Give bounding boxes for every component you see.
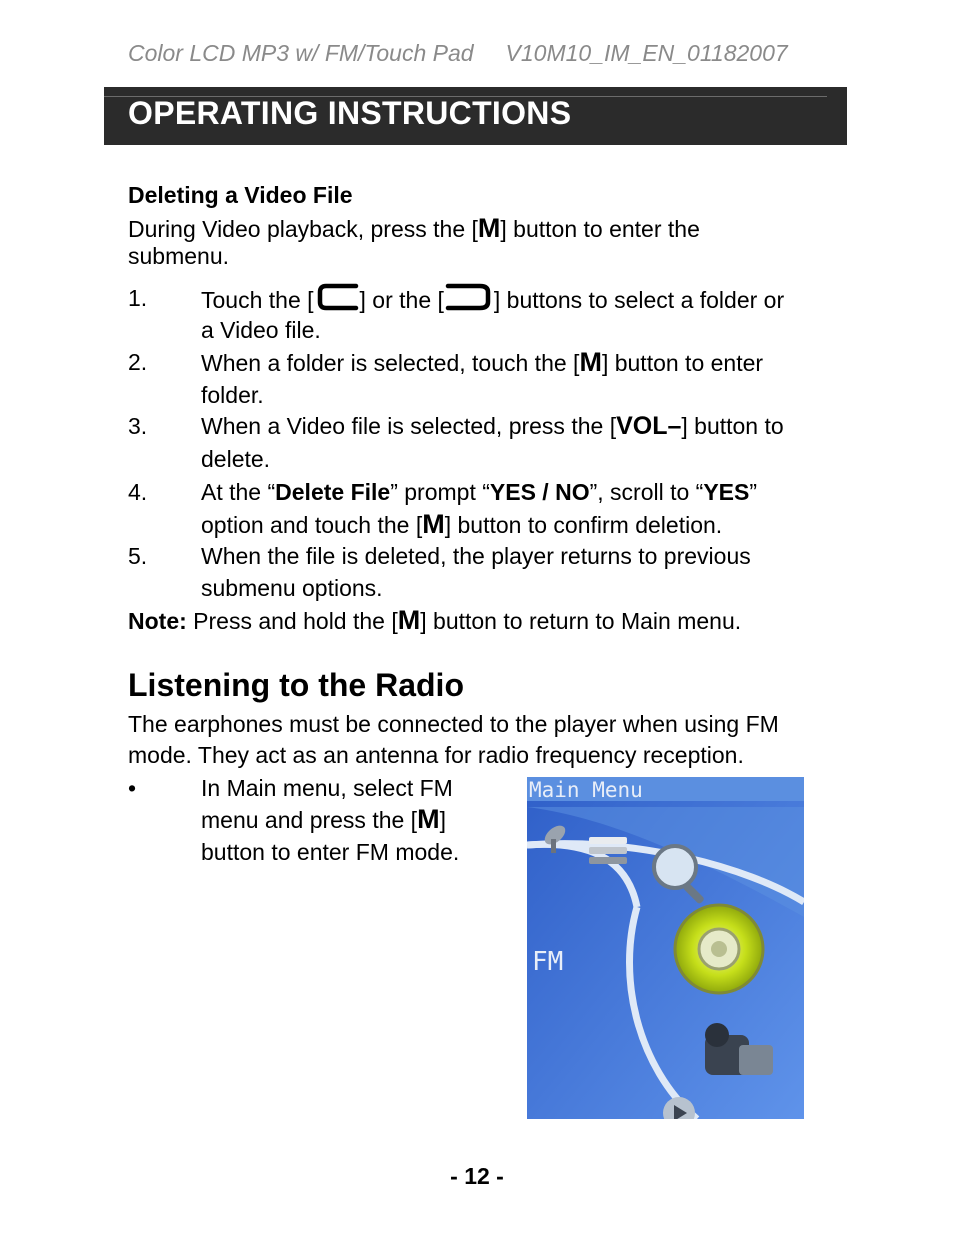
step-number: 2. [128,349,148,375]
step-2-line2: folder. [201,382,264,408]
step-text: ”, scroll to “ [589,479,704,505]
step-text: At the “ [201,479,276,505]
step-number: 3. [128,413,148,439]
delete-intro-line2: submenu. [128,243,230,269]
note-text: Press and hold the [ [186,608,398,634]
screen-title: Main Menu [529,778,643,802]
intro-text-after: ] button to enter the [500,216,700,242]
step-text: ] buttons to select a folder or [493,287,785,313]
step-3-line2: delete. [201,446,271,472]
m-button-label: M [422,509,445,539]
bullet-text: menu and press the [ [201,807,418,833]
m-button-label: M [477,213,501,243]
prompt-yes: YES [703,479,750,505]
page-number: - 12 - [450,1163,504,1189]
step-number: 1. [128,285,148,311]
note-line [128,604,741,637]
header-doc-code: V10M10_IM_EN_01182007 [505,40,788,66]
step-text: option and touch the [ [201,512,423,538]
bullet-line1: In Main menu, select FM [201,775,453,801]
m-button-label: M [579,347,602,377]
m-button-label: M [397,605,421,635]
step-text: ] button to confirm deletion. [444,512,723,538]
header-product: Color LCD MP3 w/ FM/Touch Pad [128,40,474,66]
layers-icon [589,837,627,864]
step-number: 5. [128,543,148,569]
radio-para-line2: mode. They act as an antenna for radio frequency reception. [128,742,744,768]
prompt-name: Delete File [275,479,391,505]
running-header [128,40,788,67]
radio-para-line1: The earphones must be connected to the player when using FM [128,711,779,737]
speaker-icon [675,905,763,993]
banner-title: OPERATING INSTRUCTIONS [128,95,572,131]
vol-minus-button-label: VOL– [616,412,682,440]
step-text: ] button to enter [601,350,764,376]
bullet-line2 [201,803,446,836]
bullet-text-after: ] [439,807,446,833]
bullet-symbol: • [128,775,137,801]
step-5-line2: submenu options. [201,575,383,601]
note-text-after: ] button to return to Main menu. [420,608,742,634]
screen-fm-label: FM [532,947,564,977]
step-4-line1 [201,476,831,508]
section-banner [104,87,847,145]
bullet-line3: button to enter FM mode. [201,839,460,865]
delete-heading: Deleting a Video File [128,182,353,208]
step-text: ] button to [681,413,784,439]
m-button-label: M [417,804,440,834]
radio-heading: Listening to the Radio [128,667,464,703]
step-text: ] or the [ [359,287,444,313]
step-text: When a Video file is selected, press the [ [201,413,617,439]
step-text: Touch the [ [201,287,314,313]
step-5-line1: When the file is deleted, the player returns to previous [201,543,751,569]
step-4-line2 [201,508,831,541]
step-3-line1 [201,410,831,442]
step-text: ” [749,479,758,505]
prompt-options: YES / NO [489,479,590,505]
step-text: ” prompt “ [390,479,490,505]
step-1-line2: a Video file. [201,317,321,343]
intro-text: During Video playback, press the [ [128,216,478,242]
step-2-line1 [201,346,831,379]
main-menu-screenshot [527,777,804,1119]
step-text: When a folder is selected, touch the [ [201,350,580,376]
note-label: Note: [128,608,187,634]
step-number: 4. [128,479,148,505]
